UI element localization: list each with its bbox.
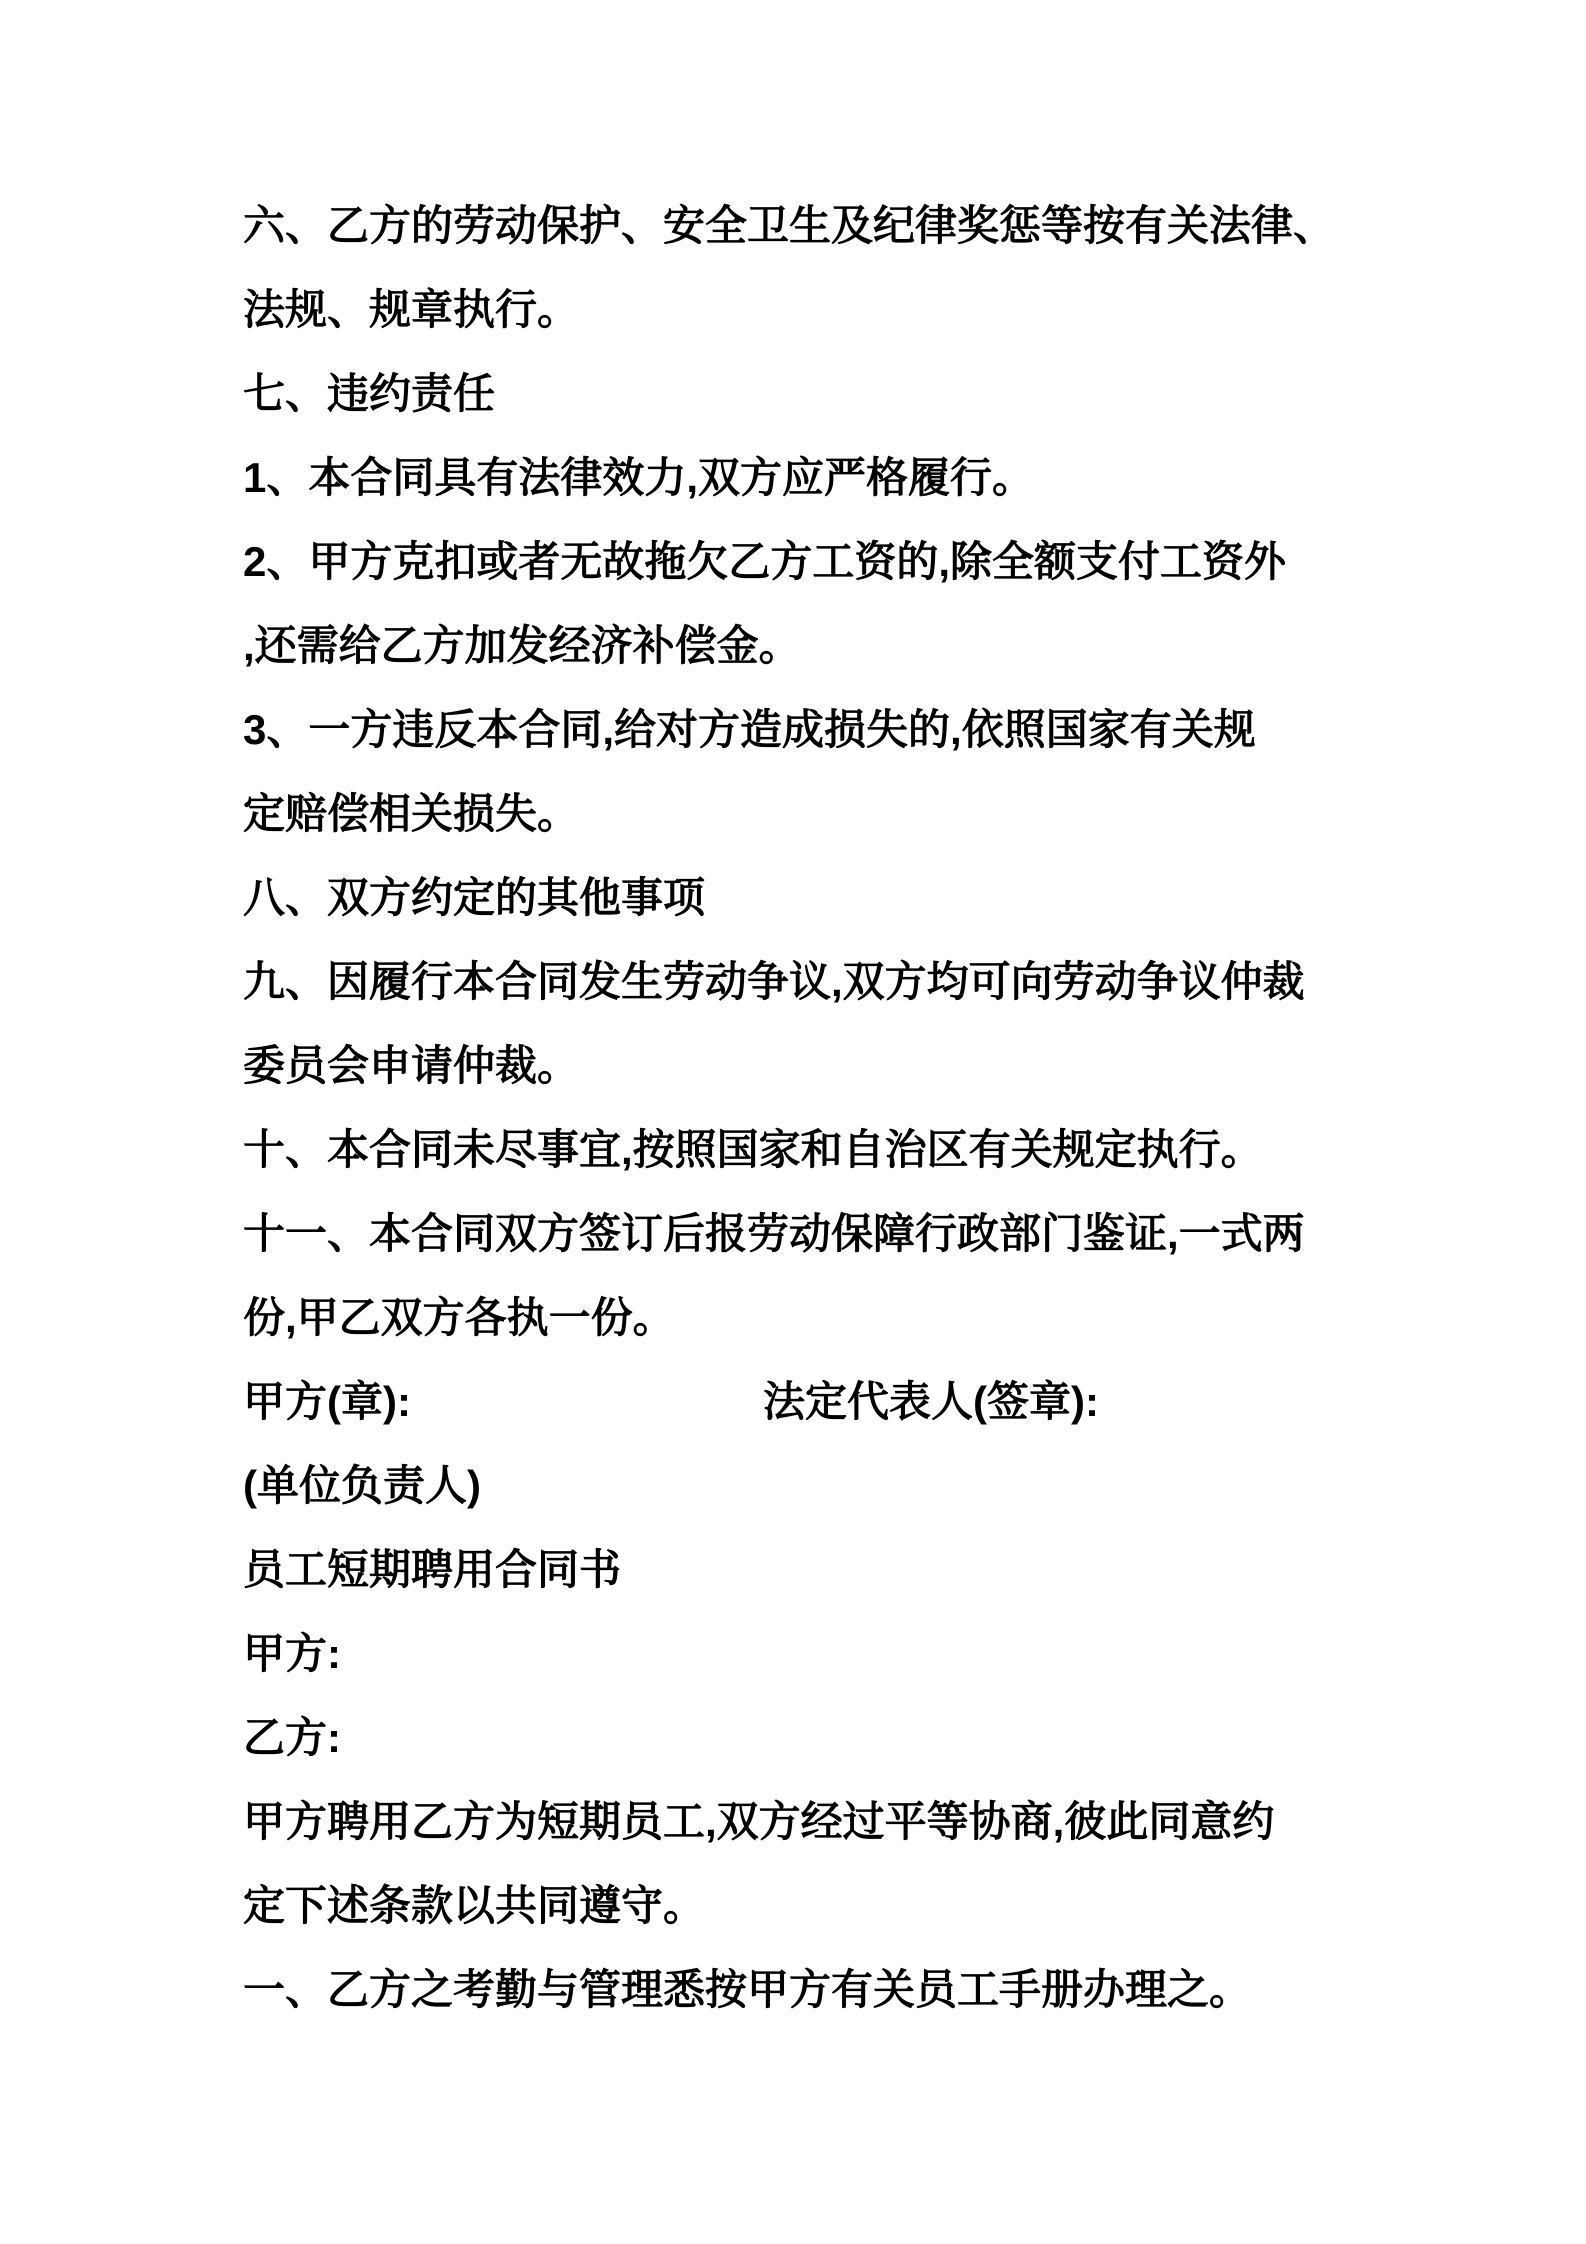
party-b-label: 乙方: bbox=[243, 1714, 341, 1761]
contract-line: 定赔偿相关损失。 bbox=[243, 790, 580, 837]
party-a-seal-label: 甲方(章): bbox=[243, 1378, 411, 1425]
contract-line: 十、本合同未尽事宜,按照国家和自治区有关规定执行。 bbox=[243, 1126, 1263, 1173]
contract-section-heading: 八、双方约定的其他事项 bbox=[243, 874, 706, 921]
contract-line: 九、因履行本合同发生劳动争议,双方均可向劳动争议仲裁 bbox=[243, 958, 1305, 1005]
contract-line: 定下述条款以共同遵守。 bbox=[243, 1882, 706, 1929]
contract-line: 份,甲乙双方各执一份。 bbox=[243, 1294, 675, 1341]
contract-line: ,还需给乙方加发经济补偿金。 bbox=[243, 622, 801, 669]
legal-representative-label: 法定代表人(签章): bbox=[763, 1378, 1099, 1425]
contract-line: 十一、本合同双方签订后报劳动保障行政部门鉴证,一式两 bbox=[243, 1210, 1305, 1257]
document-title: 员工短期聘用合同书 bbox=[243, 1546, 622, 1593]
contract-line: 甲方聘用乙方为短期员工,双方经过平等协商,彼此同意约 bbox=[243, 1798, 1275, 1845]
party-a-label: 甲方: bbox=[243, 1630, 341, 1677]
signature-row bbox=[243, 1360, 1343, 1444]
contract-line: 委员会申请仲裁。 bbox=[243, 1042, 580, 1089]
contract-line: 3、一方违反本合同,给对方造成损失的,依照国家有关规 bbox=[243, 706, 1256, 753]
contract-line: 1、本合同具有法律效力,双方应严格履行。 bbox=[243, 454, 1035, 501]
contract-section-heading: 七、违约责任 bbox=[243, 370, 496, 417]
contract-line: 六、乙方的劳动保护、安全卫生及纪律奖惩等按有关法律、 bbox=[243, 202, 1336, 249]
unit-responsible-label: (单位负责人) bbox=[243, 1462, 481, 1509]
contract-line: 2、甲方克扣或者无故拖欠乙方工资的,除全额支付工资外 bbox=[243, 538, 1287, 585]
contract-line: 法规、规章执行。 bbox=[243, 286, 580, 333]
contract-line: 一、乙方之考勤与管理悉按甲方有关员工手册办理之。 bbox=[243, 1966, 1252, 2013]
